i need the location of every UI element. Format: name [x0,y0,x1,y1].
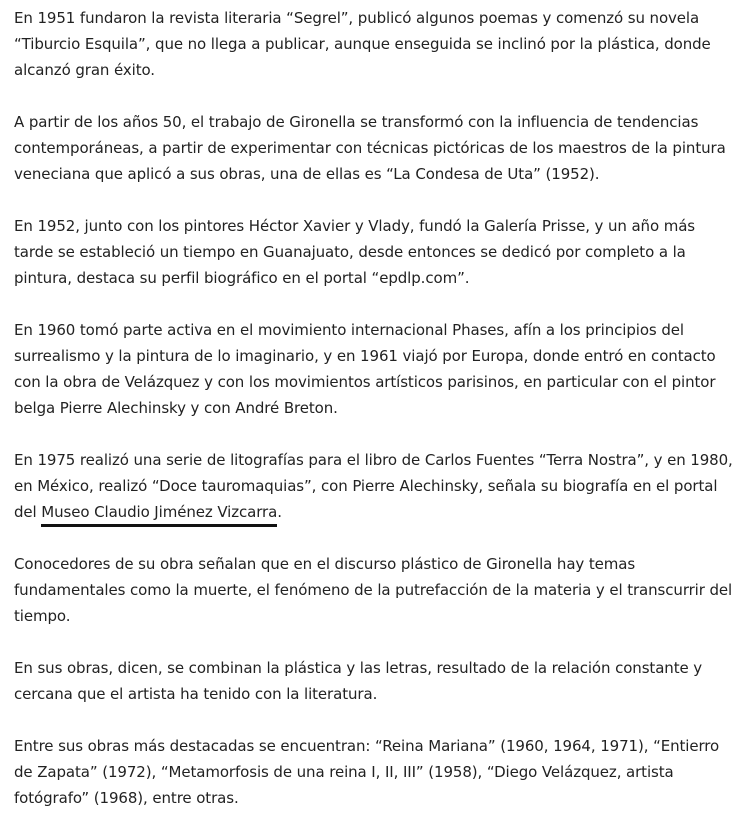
paragraph-segrel: En 1951 fundaron la revista literaria “Segrel”, publicó algunos poemas y comenzó su novela “Tiburcio Esquila”, que no llega a publicar, aunque enseguida se inclinó por la plástica, donde alcanzó gran éxito. [14,9,711,79]
paragraph-litografias-text: En 1975 realizó una serie de litografías para el libro de Carlos Fuentes “Terra Nostra”, y en 1980, en México, realizó “Doce tauromaquias”, con Pierre Alechinsky, señala su biografía en el portal del [14,451,733,521]
paragraph-plastica-letras: En sus obras, dicen, se combinan la plástica y las letras, resultado de la relación constante y cercana que el artista ha tenido con la literatura. [14,659,703,703]
paragraph-litografias [14,447,736,525]
paragraph-galeria-prisse: En 1952, junto con los pintores Héctor Xavier y Vlady, fundó la Galería Prisse, y un año más tarde se estableció un tiempo en Guanajuato, desde entonces se dedicó por completo a la pintura, destaca su perfil biográfico en el portal “epdlp.com”. [14,217,696,287]
article-body [14,5,736,811]
museo-link[interactable]: Museo Claudio Jiménez Vizcarra [41,503,277,527]
paragraph-temas: Conocedores de su obra señalan que en el discurso plástico de Gironella hay temas fundamentales como la muerte, el fenómeno de la putrefacción de la materia y el transcurrir del tiempo. [14,555,733,625]
paragraph-litografias-end: . [277,503,282,521]
paragraph-phases: En 1960 tomó parte activa en el movimiento internacional Phases, afín a los principios del surrealismo y la pintura de lo imaginario, y en 1961 viajó por Europa, donde entró en contacto con la obra de Velázquez y con los movimientos artísticos parisinos, en particular con el pintor belga Pierre Alechinsky y con André Breton. [14,321,716,417]
paragraph-obras-destacadas: Entre sus obras más destacadas se encuentran: “Reina Mariana” (1960, 1964, 1971), “Entierro de Zapata” (1972), “Metamorfosis de una reina I, II, III” (1958), “Diego Velázquez, artista fotógrafo” (1968), entre otras. [14,737,720,807]
paragraph-anos-50: A partir de los años 50, el trabajo de Gironella se transformó con la influencia de tendencias contemporáneas, a partir de experimentar con técnicas pictóricas de los maestros de la pintura veneciana que aplicó a sus obras, una de ellas es “La Condesa de Uta” (1952). [14,113,726,183]
